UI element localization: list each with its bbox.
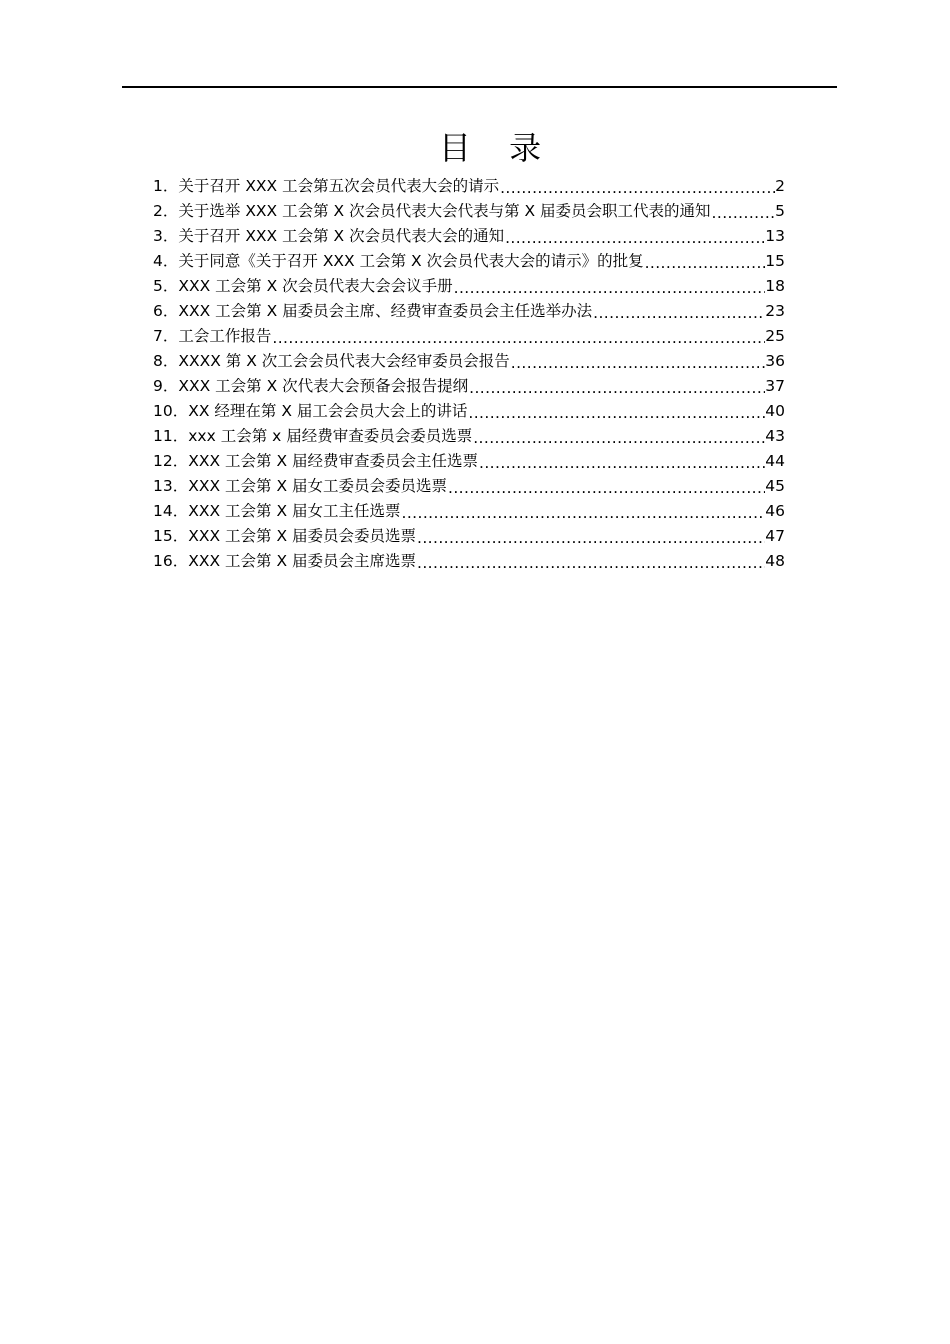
toc-entry-page-number: 5 <box>775 202 785 220</box>
toc-entry-number: 8 <box>153 352 163 370</box>
toc-entry-page-number: 2 <box>775 177 785 195</box>
toc-entry-number: 9 <box>153 377 163 395</box>
header-rule <box>122 86 837 88</box>
toc-entry-number: 13 <box>153 477 173 495</box>
toc-dot-leader <box>499 175 775 200</box>
toc-entry-page-number: 18 <box>765 277 785 295</box>
toc-entry-title: 关于同意《关于召开 XXX 工会第 X 次会员代表大会的请示》的批复 <box>178 252 644 270</box>
toc-entry[interactable] <box>153 200 785 225</box>
toc-dot-leader <box>711 200 776 225</box>
toc-dot-leader <box>453 275 766 300</box>
table-of-contents <box>153 175 785 575</box>
toc-entry-title: xxx 工会第 x 届经费审查委员会委员选票 <box>188 427 473 445</box>
toc-entry[interactable] <box>153 250 785 275</box>
toc-entry-separator: ． <box>162 377 179 395</box>
toc-entry-title: XXXX 第 X 次工会会员代表大会经审委员会报告 <box>178 352 510 370</box>
toc-entry-page-number: 23 <box>765 302 785 320</box>
toc-entry[interactable] <box>153 325 785 350</box>
toc-entry[interactable] <box>153 275 785 300</box>
toc-entry[interactable] <box>153 425 785 450</box>
toc-title: 目 录 <box>438 129 556 167</box>
toc-entry[interactable] <box>153 225 785 250</box>
toc-entry-title: XXX 工会第 X 次会员代表大会会议手册 <box>178 277 453 295</box>
toc-entry-separator: ． <box>162 202 179 220</box>
toc-entry-title: XXX 工会第 X 届委员会主席、经费审查委员会主任选举办法 <box>178 302 593 320</box>
toc-entry-title: XXX 工会第 X 届委员会主席选票 <box>188 552 417 570</box>
toc-entry-number: 16 <box>153 552 173 570</box>
toc-entry-page-number: 47 <box>765 527 785 545</box>
toc-entry-page-number: 36 <box>765 352 785 370</box>
toc-entry-page-number: 13 <box>765 227 785 245</box>
toc-entry-separator: ． <box>162 177 179 195</box>
toc-dot-leader <box>472 425 765 450</box>
toc-entry-number: 11 <box>153 427 173 445</box>
toc-entry-title: XXX 工会第 X 届经费审查委员会主任选票 <box>188 452 479 470</box>
toc-entry-separator: ． <box>162 302 179 320</box>
toc-entry[interactable] <box>153 175 785 200</box>
toc-entry-page-number: 46 <box>765 502 785 520</box>
toc-entry[interactable] <box>153 300 785 325</box>
toc-entry[interactable] <box>153 525 785 550</box>
toc-entry[interactable] <box>153 475 785 500</box>
toc-entry-page-number: 43 <box>765 427 785 445</box>
toc-dot-leader <box>467 400 765 425</box>
toc-entry[interactable] <box>153 450 785 475</box>
toc-entry-page-number: 40 <box>765 402 785 420</box>
toc-dot-leader <box>592 300 765 325</box>
toc-entry-title: XX 经理在第 X 届工会会员大会上的讲话 <box>188 402 468 420</box>
toc-entry-number: 15 <box>153 527 173 545</box>
toc-entry-number: 1 <box>153 177 163 195</box>
toc-entry-separator: ． <box>172 427 189 445</box>
toc-entry-separator: ． <box>172 477 189 495</box>
toc-dot-leader <box>468 375 765 400</box>
toc-dot-leader <box>416 525 765 550</box>
toc-dot-leader <box>401 500 766 525</box>
toc-entry[interactable] <box>153 550 785 575</box>
toc-entry[interactable] <box>153 400 785 425</box>
toc-entry-title: 关于召开 XXX 工会第五次会员代表大会的请示 <box>178 177 500 195</box>
toc-entry-title: 工会工作报告 <box>178 327 272 345</box>
toc-entry-title: 关于选举 XXX 工会第 X 次会员代表大会代表与第 X 届委员会职工代表的通知 <box>178 202 711 220</box>
toc-entry[interactable] <box>153 350 785 375</box>
toc-entry[interactable] <box>153 375 785 400</box>
toc-entry-number: 5 <box>153 277 163 295</box>
toc-entry-number: 14 <box>153 502 173 520</box>
toc-entry-number: 2 <box>153 202 163 220</box>
toc-entry-separator: ． <box>172 552 189 570</box>
toc-entry-number: 10 <box>153 402 173 420</box>
toc-entry-number: 12 <box>153 452 173 470</box>
toc-entry-page-number: 37 <box>765 377 785 395</box>
toc-entry-page-number: 15 <box>765 252 785 270</box>
toc-entry-separator: ． <box>162 227 179 245</box>
toc-dot-leader <box>271 325 765 350</box>
toc-dot-leader <box>504 225 765 250</box>
toc-entry-separator: ． <box>172 402 189 420</box>
toc-entry-title: XXX 工会第 X 次代表大会预备会报告提纲 <box>178 377 469 395</box>
toc-entry-separator: ． <box>162 352 179 370</box>
toc-entry[interactable] <box>153 500 785 525</box>
toc-entry-page-number: 45 <box>765 477 785 495</box>
toc-entry-title: XXX 工会第 X 届女工委员会委员选票 <box>188 477 448 495</box>
toc-entry-separator: ． <box>162 277 179 295</box>
toc-entry-page-number: 44 <box>765 452 785 470</box>
toc-entry-separator: ． <box>172 502 189 520</box>
toc-entry-number: 4 <box>153 252 163 270</box>
toc-entry-separator: ． <box>172 452 189 470</box>
toc-dot-leader <box>478 450 765 475</box>
toc-entry-title: 关于召开 XXX 工会第 X 次会员代表大会的通知 <box>178 227 505 245</box>
toc-entry-separator: ． <box>162 252 179 270</box>
toc-dot-leader <box>510 350 766 375</box>
toc-entry-title: XXX 工会第 X 届委员会委员选票 <box>188 527 417 545</box>
toc-dot-leader <box>416 550 765 575</box>
toc-entry-number: 7 <box>153 327 163 345</box>
toc-dot-leader <box>447 475 765 500</box>
toc-entry-title: XXX 工会第 X 届女工主任选票 <box>188 502 401 520</box>
toc-entry-separator: ． <box>172 527 189 545</box>
toc-entry-page-number: 25 <box>765 327 785 345</box>
toc-entry-page-number: 48 <box>765 552 785 570</box>
toc-entry-separator: ． <box>162 327 179 345</box>
toc-entry-number: 6 <box>153 302 163 320</box>
toc-entry-number: 3 <box>153 227 163 245</box>
toc-dot-leader <box>644 250 766 275</box>
